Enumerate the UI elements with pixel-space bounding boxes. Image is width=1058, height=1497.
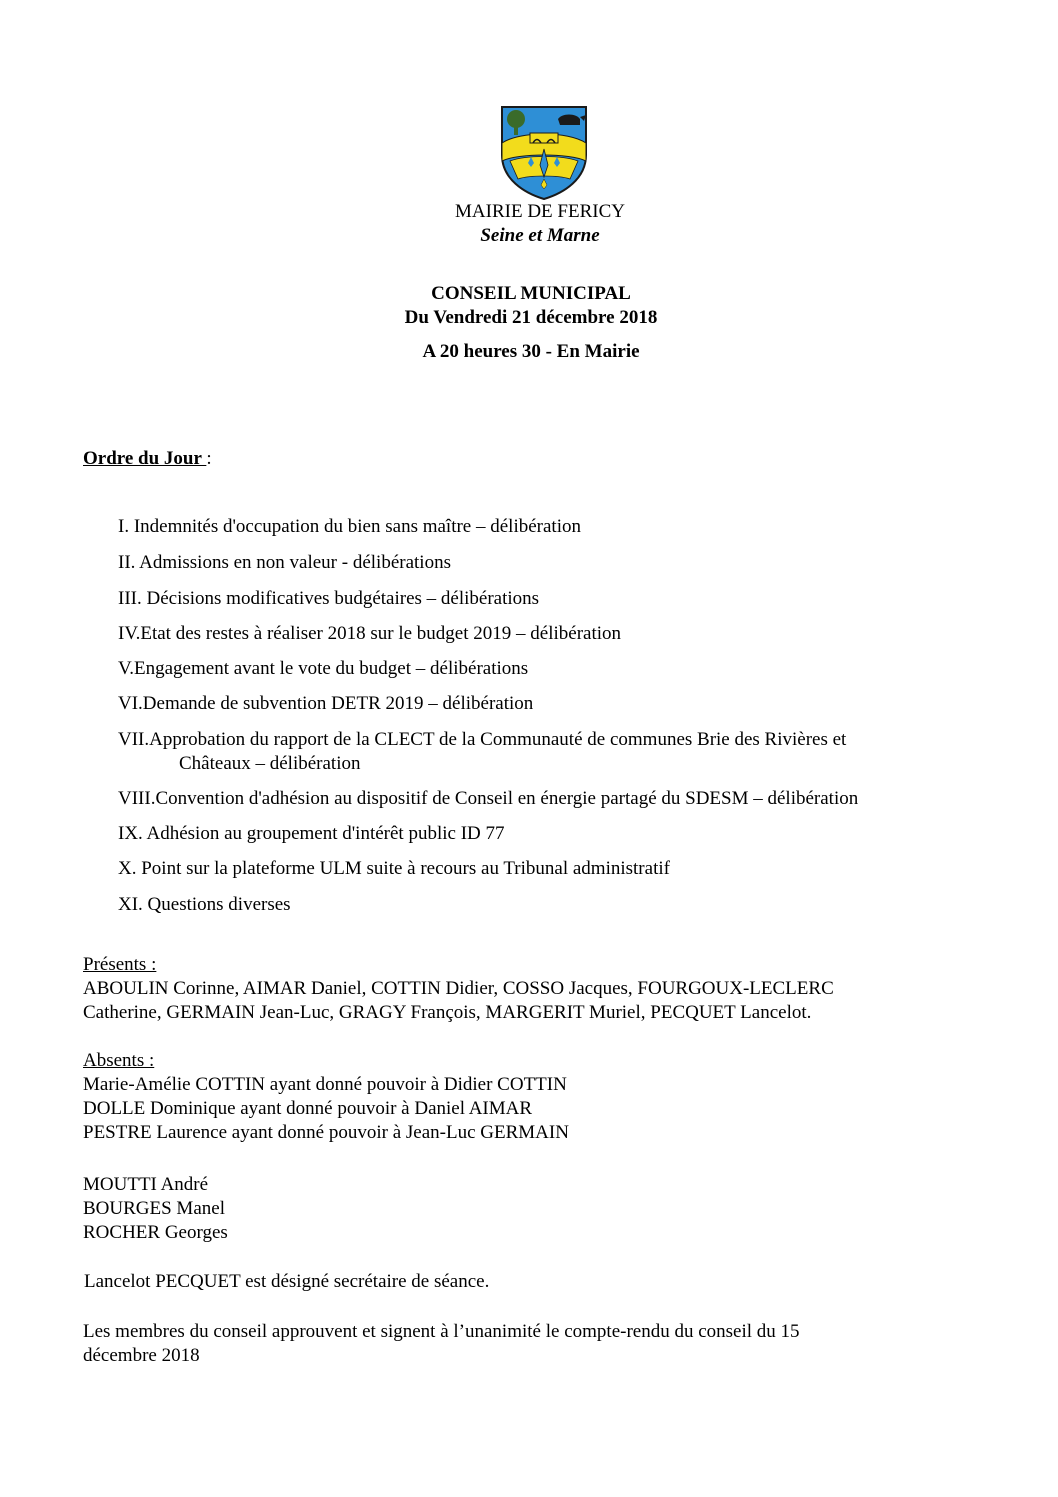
absents-heading: Absents : (83, 1050, 155, 1071)
agenda-item-continuation: Châteaux – délibération (179, 753, 361, 774)
agenda-item: VII.Approbation du rapport de la CLECT de la Communauté de communes Brie des Rivières et (118, 729, 847, 750)
agenda-heading-wrap (83, 447, 212, 471)
coat-of-arms-icon (500, 105, 588, 201)
absent-without-proxy: MOUTTI André (83, 1174, 209, 1195)
meeting-time-place: A 20 heures 30 - En Mairie (422, 341, 640, 362)
agenda-heading: Ordre du Jour (83, 448, 207, 469)
agenda-item: IX. Adhésion au groupement d'intérêt public ID 77 (118, 823, 505, 844)
departement-name: Seine et Marne (480, 225, 600, 246)
agenda-item: IV.Etat des restes à réaliser 2018 sur le budget 2019 – délibération (118, 623, 622, 644)
meeting-title: CONSEIL MUNICIPAL (431, 283, 631, 304)
agenda-heading-colon: : (206, 448, 212, 469)
meeting-date: Du Vendredi 21 décembre 2018 (404, 307, 658, 328)
presents-line: Catherine, GERMAIN Jean-Luc, GRAGY François, MARGERIT Muriel, PECQUET Lancelot. (83, 1002, 812, 1023)
secretary-statement: Lancelot PECQUET est désigné secrétaire de séance. (84, 1271, 490, 1292)
mairie-name: MAIRIE DE FERICY (455, 201, 625, 222)
agenda-item: III. Décisions modificatives budgétaires – délibérations (118, 588, 540, 609)
presents-line: ABOULIN Corinne, AIMAR Daniel, COTTIN Didier, COSSO Jacques, FOURGOUX-LECLERC (83, 978, 834, 999)
agenda-item: X. Point sur la plateforme ULM suite à recours au Tribunal administratif (118, 858, 670, 879)
agenda-item: VI.Demande de subvention DETR 2019 – délibération (118, 693, 534, 714)
absent-without-proxy: ROCHER Georges (83, 1222, 228, 1243)
presents-heading: Présents : (83, 954, 157, 975)
agenda-item: VIII.Convention d'adhésion au dispositif de Conseil en énergie partagé du SDESM – délibération (118, 788, 859, 809)
absent-with-proxy: DOLLE Dominique ayant donné pouvoir à Daniel AIMAR (83, 1098, 533, 1119)
absent-with-proxy: Marie-Amélie COTTIN ayant donné pouvoir à Didier COTTIN (83, 1074, 567, 1095)
agenda-item: V.Engagement avant le vote du budget – délibérations (118, 658, 529, 679)
agenda-item: II. Admissions en non valeur - délibérations (118, 552, 451, 573)
absent-without-proxy: BOURGES Manel (83, 1198, 225, 1219)
approval-statement: décembre 2018 (83, 1345, 200, 1366)
approval-statement: Les membres du conseil approuvent et signent à l’unanimité le compte-rendu du conseil du 15 (83, 1321, 800, 1342)
agenda-item: I. Indemnités d'occupation du bien sans maître – délibération (118, 516, 581, 537)
absent-with-proxy: PESTRE Laurence ayant donné pouvoir à Jean-Luc GERMAIN (83, 1122, 569, 1143)
agenda-item: XI. Questions diverses (118, 894, 291, 915)
